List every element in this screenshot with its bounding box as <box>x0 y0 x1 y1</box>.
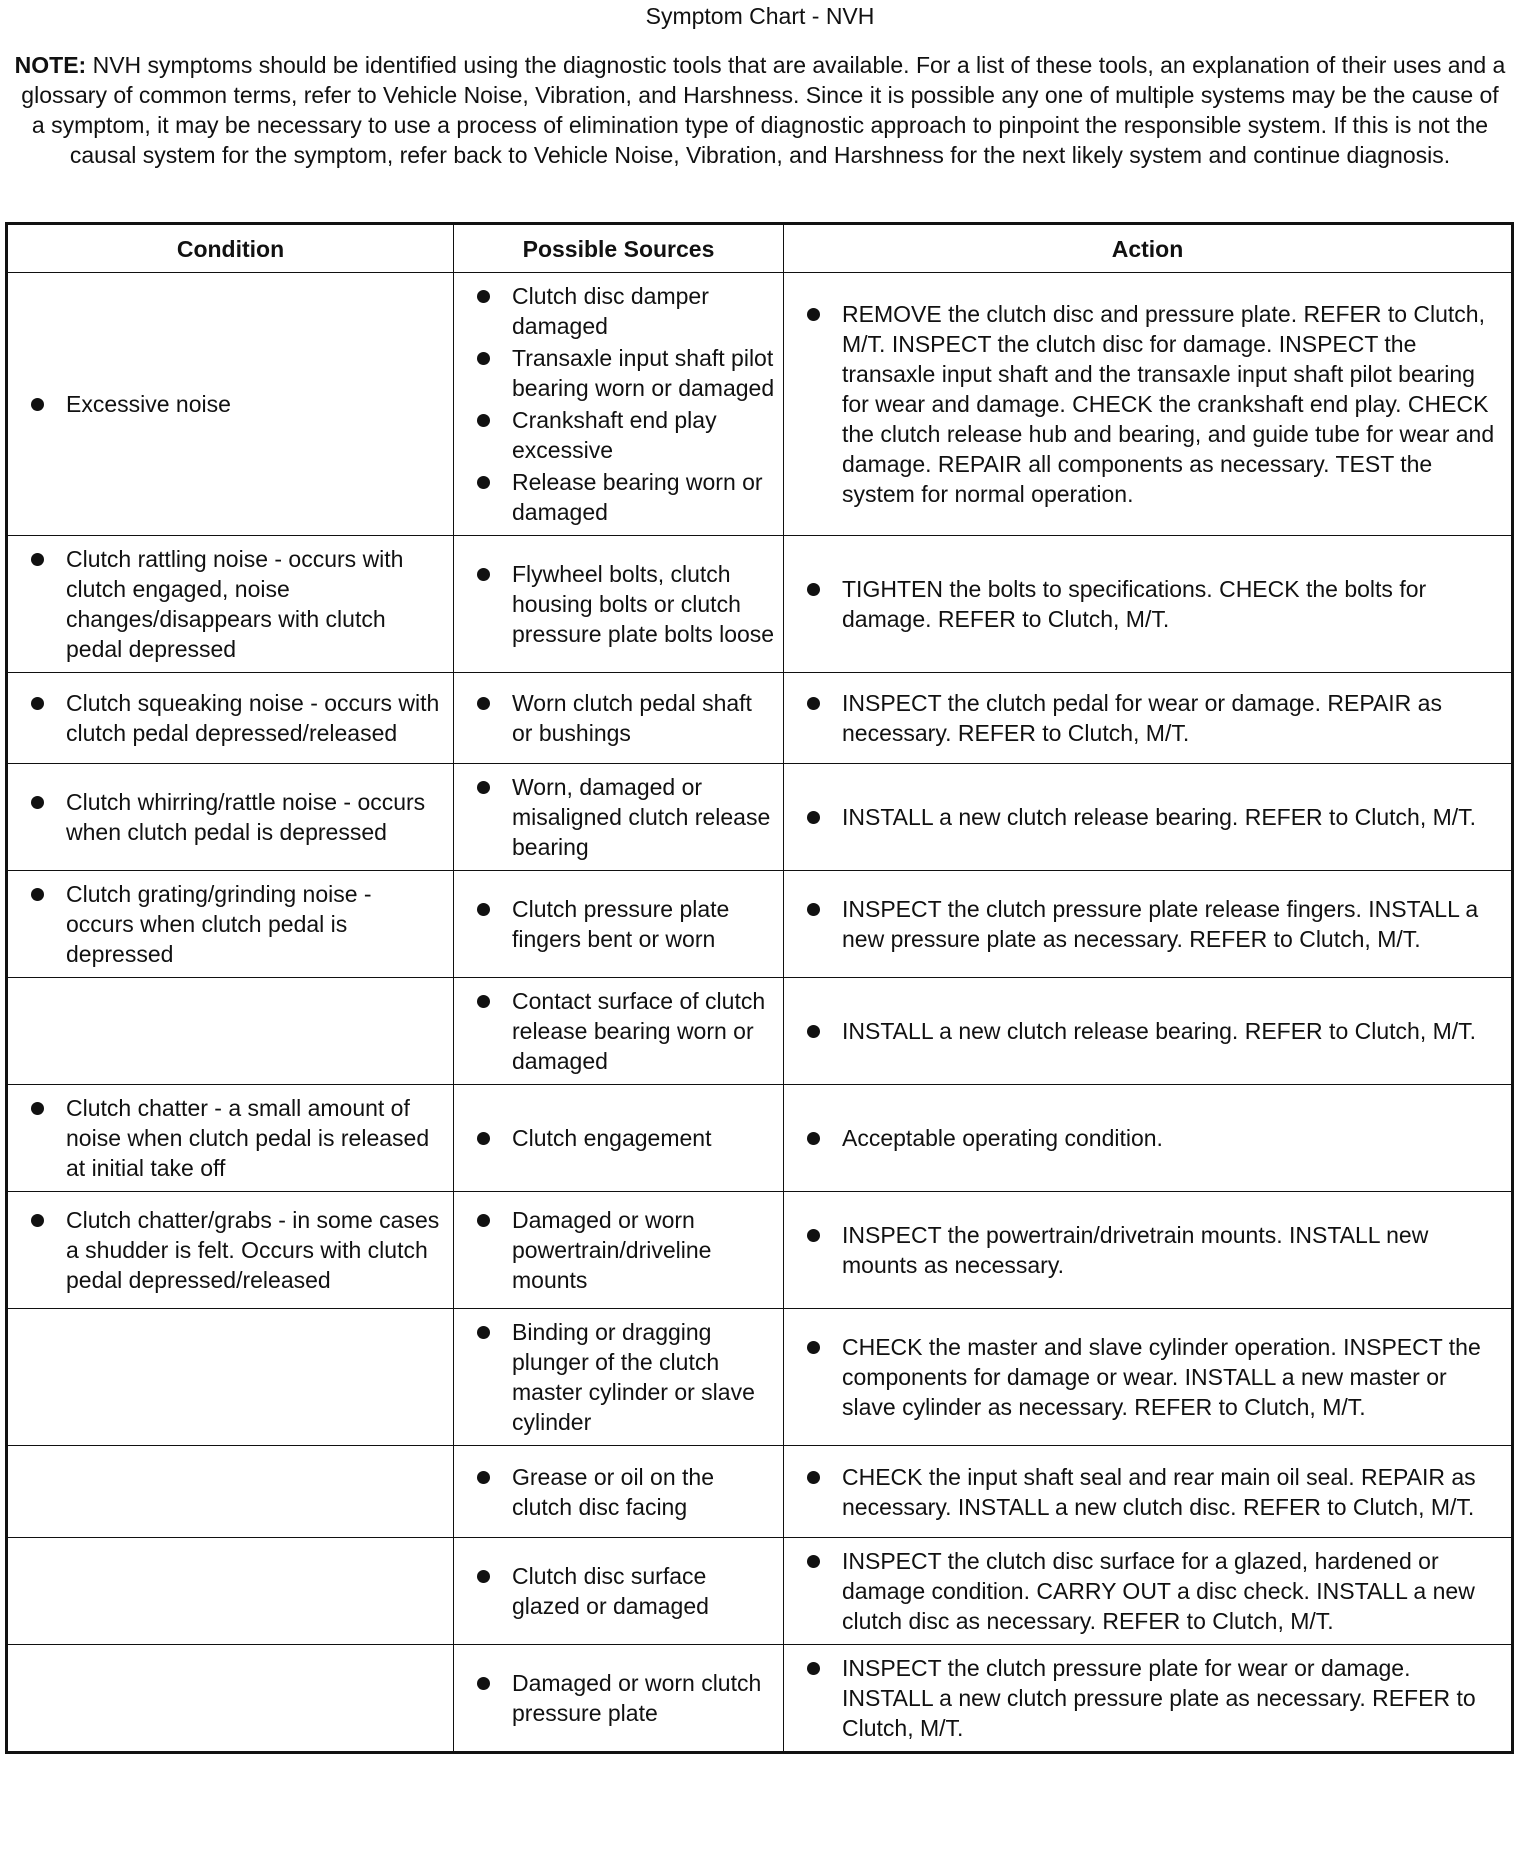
bullet-icon <box>31 398 44 411</box>
source-text: Clutch disc surface glazed or damaged <box>512 1563 709 1619</box>
source-text: Contact surface of clutch release bearing worn or damaged <box>512 988 766 1074</box>
bullet-icon <box>477 414 490 427</box>
bullet-icon <box>31 796 44 809</box>
table-row <box>7 1538 1513 1645</box>
condition-cell <box>7 273 454 536</box>
source-item <box>454 281 775 341</box>
action-cell <box>784 871 1513 978</box>
action-list <box>784 1653 1503 1743</box>
source-item <box>454 1462 775 1522</box>
table-row <box>7 764 1513 871</box>
bullet-icon <box>807 308 820 321</box>
sources-list <box>454 1317 775 1437</box>
action-text: CHECK the input shaft seal and rear main oil seal. REPAIR as necessary. INSTALL a new clutch disc. REFER to Clutch, M/T. <box>842 1463 1476 1520</box>
sources-list <box>454 688 775 748</box>
bullet-icon <box>807 1662 820 1675</box>
bullet-icon <box>31 697 44 710</box>
action-list <box>784 688 1503 748</box>
source-text: Damaged or worn clutch pressure plate <box>512 1670 762 1726</box>
bullet-icon <box>477 903 490 916</box>
bullet-icon <box>477 1471 490 1484</box>
table-row <box>7 1309 1513 1446</box>
table-header-row <box>7 224 1513 273</box>
possible-sources-cell <box>454 1538 784 1645</box>
table-row <box>7 871 1513 978</box>
possible-sources-cell <box>454 1085 784 1192</box>
note-text: NVH symptoms should be identified using the diagnostic tools that are available. For a list of these tools, an explanation of their uses and a glossary of common terms, refer to Vehicle Noise, Vibration, and Harshness. Since it is possible any one of multiple systems may be the cause of a symptom, it may be necessary to use a process of elimination type of diagnostic approach to pinpoint the responsible system. If this is not the causal system for the symptom, refer back to Vehicle Noise, Vibration, and Harshness for the next likely system and continue diagnosis. <box>21 52 1506 168</box>
bullet-icon <box>31 1102 44 1115</box>
source-text: Flywheel bolts, clutch housing bolts or clutch pressure plate bolts loose <box>512 561 775 647</box>
table-row <box>7 1446 1513 1538</box>
possible-sources-cell <box>454 1446 784 1538</box>
bullet-icon <box>31 888 44 901</box>
action-text: INSPECT the clutch pressure plate release fingers. INSTALL a new pressure plate as necessary. REFER to Clutch, M/T. <box>842 896 1479 952</box>
action-text: INSPECT the powertrain/drivetrain mounts. INSTALL new mounts as necessary. <box>842 1222 1429 1278</box>
condition-text: Clutch chatter/grabs - in some cases a shudder is felt. Occurs with clutch pedal depressed/released <box>66 1207 440 1293</box>
bullet-icon <box>477 1677 490 1690</box>
possible-sources-cell <box>454 536 784 673</box>
condition-text: Clutch grating/grinding noise - occurs when clutch pedal is depressed <box>66 881 372 967</box>
action-list <box>784 1123 1503 1153</box>
condition-item <box>8 1093 445 1183</box>
source-text: Binding or dragging plunger of the clutch master cylinder or slave cylinder <box>512 1319 755 1435</box>
source-item <box>454 1205 775 1295</box>
bullet-icon <box>477 1326 490 1339</box>
source-item <box>454 772 775 862</box>
condition-cell <box>7 978 454 1085</box>
action-text: TIGHTEN the bolts to specifications. CHECK the bolts for damage. REFER to Clutch, M/T. <box>842 576 1427 632</box>
condition-list <box>8 688 445 748</box>
source-item <box>454 559 775 649</box>
action-cell <box>784 273 1513 536</box>
page-title: Symptom Chart - NVH <box>645 3 875 29</box>
action-list <box>784 802 1503 832</box>
source-text: Clutch disc damper damaged <box>512 283 709 339</box>
condition-cell <box>7 536 454 673</box>
condition-cell <box>7 871 454 978</box>
bullet-icon <box>807 1132 820 1145</box>
condition-list <box>8 1093 445 1183</box>
action-text: INSPECT the clutch disc surface for a glazed, hardened or damage condition. CARRY OUT a disc check. INSTALL a new clutch disc as necessary. REFER to Clutch, M/T. <box>842 1548 1475 1634</box>
possible-sources-cell <box>454 978 784 1085</box>
condition-cell <box>7 1645 454 1753</box>
possible-sources-cell <box>454 673 784 764</box>
condition-list <box>8 1205 445 1295</box>
possible-sources-cell <box>454 764 784 871</box>
possible-sources-cell <box>454 273 784 536</box>
bullet-icon <box>807 811 820 824</box>
action-item <box>784 894 1503 954</box>
action-list <box>784 574 1503 634</box>
action-list <box>784 894 1503 954</box>
condition-text: Clutch squeaking noise - occurs with clutch pedal depressed/released <box>66 690 440 746</box>
table-row <box>7 1085 1513 1192</box>
action-cell <box>784 1309 1513 1446</box>
condition-item <box>8 879 445 969</box>
action-item <box>784 1332 1503 1422</box>
condition-text: Clutch chatter - a small amount of noise when clutch pedal is released at initial take off <box>66 1095 430 1181</box>
bullet-icon <box>477 568 490 581</box>
bullet-icon <box>477 995 490 1008</box>
sources-list <box>454 894 775 954</box>
condition-item <box>8 389 445 419</box>
action-cell <box>784 673 1513 764</box>
condition-list <box>8 544 445 664</box>
bullet-icon <box>807 1555 820 1568</box>
source-item <box>454 467 775 527</box>
source-text: Grease or oil on the clutch disc facing <box>512 1463 715 1520</box>
source-text: Release bearing worn or damaged <box>512 469 763 525</box>
sources-list <box>454 559 775 649</box>
action-item <box>784 1016 1503 1046</box>
bullet-icon <box>807 697 820 710</box>
action-item <box>784 802 1503 832</box>
sources-list <box>454 281 775 527</box>
bullet-icon <box>31 1214 44 1227</box>
sources-list <box>454 1123 775 1153</box>
sources-list <box>454 772 775 862</box>
source-text: Clutch pressure plate fingers bent or worn <box>512 896 730 952</box>
condition-cell <box>7 1085 454 1192</box>
condition-list <box>8 389 445 419</box>
bullet-icon <box>477 290 490 303</box>
bullet-icon <box>31 553 44 566</box>
action-cell <box>784 1085 1513 1192</box>
source-item <box>454 1561 775 1621</box>
source-item <box>454 1668 775 1728</box>
sources-list <box>454 1205 775 1295</box>
source-text: Crankshaft end play excessive <box>512 407 717 463</box>
action-cell <box>784 978 1513 1085</box>
bullet-icon <box>807 903 820 916</box>
action-cell <box>784 1192 1513 1309</box>
bullet-icon <box>477 1132 490 1145</box>
action-text: Acceptable operating condition. <box>842 1125 1163 1151</box>
action-text: INSTALL a new clutch release bearing. REFER to Clutch, M/T. <box>842 804 1477 830</box>
bullet-icon <box>807 1471 820 1484</box>
bullet-icon <box>807 583 820 596</box>
action-list <box>784 1546 1503 1636</box>
action-list <box>784 1462 1503 1522</box>
condition-item <box>8 1205 445 1295</box>
sources-list <box>454 1668 775 1728</box>
bullet-icon <box>477 1570 490 1583</box>
action-item <box>784 1220 1503 1280</box>
action-text: INSTALL a new clutch release bearing. REFER to Clutch, M/T. <box>842 1018 1477 1044</box>
condition-cell <box>7 1192 454 1309</box>
bullet-icon <box>477 476 490 489</box>
action-cell <box>784 1446 1513 1538</box>
source-text: Transaxle input shaft pilot bearing worn or damaged <box>512 345 775 401</box>
table-row <box>7 1192 1513 1309</box>
condition-cell <box>7 764 454 871</box>
action-item <box>784 299 1503 509</box>
action-item <box>784 1546 1503 1636</box>
source-item <box>454 688 775 748</box>
source-item <box>454 343 775 403</box>
source-text: Worn clutch pedal shaft or bushings <box>512 690 752 746</box>
table-row <box>7 1645 1513 1753</box>
source-text: Worn, damaged or misaligned clutch release bearing <box>512 774 771 860</box>
bullet-icon <box>807 1025 820 1038</box>
source-text: Clutch engagement <box>512 1125 712 1151</box>
header-possible-sources: Possible Sources <box>454 224 784 273</box>
action-cell <box>784 536 1513 673</box>
bullet-icon <box>477 1214 490 1227</box>
action-list <box>784 299 1503 509</box>
symptom-chart-table <box>5 222 1514 1754</box>
possible-sources-cell <box>454 1192 784 1309</box>
action-item <box>784 688 1503 748</box>
condition-text: Clutch rattling noise - occurs with clutch engaged, noise changes/disappears with clutch pedal depressed <box>66 546 404 662</box>
bullet-icon <box>807 1229 820 1242</box>
action-list <box>784 1016 1503 1046</box>
source-item <box>454 405 775 465</box>
action-item <box>784 1653 1503 1743</box>
condition-text: Clutch whirring/rattle noise - occurs when clutch pedal is depressed <box>66 789 426 845</box>
bullet-icon <box>807 1341 820 1354</box>
action-cell <box>784 1538 1513 1645</box>
note-label: NOTE: <box>14 52 87 78</box>
possible-sources-cell <box>454 871 784 978</box>
action-text: INSPECT the clutch pressure plate for wear or damage. INSTALL a new clutch pressure plate as necessary. REFER to Clutch, M/T. <box>842 1655 1476 1741</box>
condition-cell <box>7 1446 454 1538</box>
action-list <box>784 1220 1503 1280</box>
bullet-icon <box>477 697 490 710</box>
condition-list <box>8 787 445 847</box>
condition-item <box>8 787 445 847</box>
condition-cell <box>7 673 454 764</box>
source-text: Damaged or worn powertrain/driveline mounts <box>512 1207 712 1293</box>
condition-cell <box>7 1309 454 1446</box>
action-cell <box>784 1645 1513 1753</box>
sources-list <box>454 1462 775 1522</box>
header-action: Action <box>784 224 1513 273</box>
condition-text: Excessive noise <box>66 391 231 417</box>
action-text: REMOVE the clutch disc and pressure plate. REFER to Clutch, M/T. INSPECT the clutch disc for damage. INSPECT the transaxle input shaft and the transaxle input shaft pilot bearing for wear and damage. CHECK the crankshaft end play. CHECK the clutch release hub and bearing, and guide tube for wear and damage. REPAIR all components as necessary. TEST the system for normal operation. <box>842 301 1495 507</box>
possible-sources-cell <box>454 1309 784 1446</box>
source-item <box>454 986 775 1076</box>
sources-list <box>454 1561 775 1621</box>
action-item <box>784 1123 1503 1153</box>
condition-item <box>8 688 445 748</box>
table-row <box>7 273 1513 536</box>
action-list <box>784 1332 1503 1422</box>
condition-cell <box>7 1538 454 1645</box>
table-body <box>7 273 1513 1753</box>
action-item <box>784 1462 1503 1522</box>
table-row <box>7 536 1513 673</box>
sources-list <box>454 986 775 1076</box>
condition-item <box>8 544 445 664</box>
header-condition: Condition <box>7 224 454 273</box>
table-row <box>7 978 1513 1085</box>
bullet-icon <box>477 352 490 365</box>
source-item <box>454 894 775 954</box>
action-item <box>784 574 1503 634</box>
source-item <box>454 1123 775 1153</box>
bullet-icon <box>477 781 490 794</box>
source-item <box>454 1317 775 1437</box>
table-row <box>7 673 1513 764</box>
action-text: CHECK the master and slave cylinder operation. INSPECT the components for damage or wear. INSTALL a new master or slave cylinder as necessary. REFER to Clutch, M/T. <box>842 1334 1481 1420</box>
action-cell <box>784 764 1513 871</box>
note-paragraph <box>12 50 1508 170</box>
action-text: INSPECT the clutch pedal for wear or damage. REPAIR as necessary. REFER to Clutch, M/T. <box>842 690 1442 746</box>
condition-list <box>8 879 445 969</box>
possible-sources-cell <box>454 1645 784 1753</box>
